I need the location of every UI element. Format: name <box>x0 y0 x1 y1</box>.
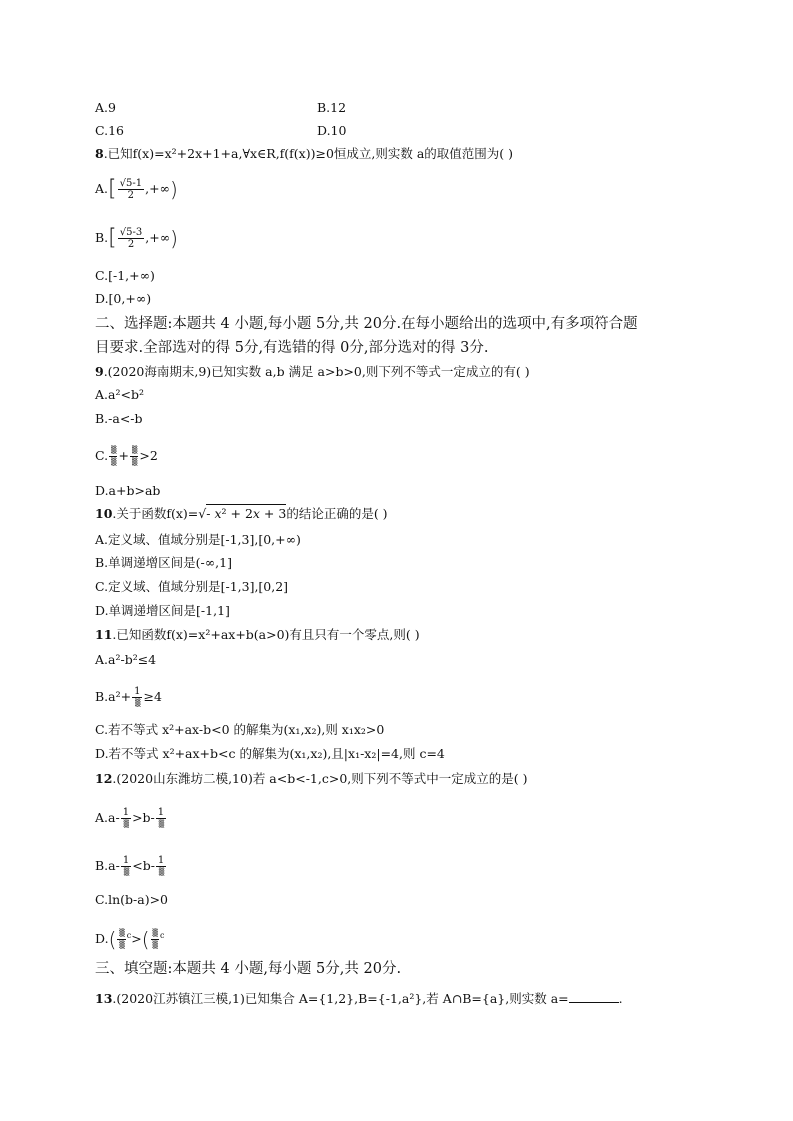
q12-b-fraction-2 <box>156 855 166 878</box>
sqrt-icon: √ <box>198 506 207 521</box>
left-bracket: [ <box>108 176 117 202</box>
q9-number: 9 <box>95 364 104 379</box>
q8-b-label: B. <box>95 230 109 245</box>
q7-option-b: B.12 <box>317 100 347 115</box>
q11-option-c: C.若不等式 x²+ax-b<0 的解集为(x₁,x₂),则 x₁x₂>0 <box>95 722 385 737</box>
fraction-placeholder-glyph: ▒ <box>123 820 129 828</box>
q8-stem <box>95 146 513 162</box>
q12-option-a <box>95 807 167 830</box>
q13-text: .(2020江苏镇江三模,1)已知集合 A={1,2},B={-1,a²},若 A∩B={a},则实数 a= <box>112 991 569 1006</box>
q10-option-a: A.定义域、值域分别是[-1,3],[0,+∞) <box>95 532 301 547</box>
q12-option-c: C.ln(b-a)>0 <box>95 892 168 907</box>
q11-b-tail: ≥4 <box>143 689 162 704</box>
q8-number: 8 <box>95 146 104 161</box>
q7-options-row2 <box>95 123 347 139</box>
q11-text: .已知函数f(x)=x²+ax+b(a>0)有且只有一个零点,则( ) <box>112 627 420 642</box>
left-bracket: [ <box>108 225 117 251</box>
q7-option-d: D.10 <box>317 123 347 138</box>
fraction-placeholder-glyph: $\frac{▒}{▒}$ <box>131 446 137 466</box>
q13-end: . <box>618 991 623 1006</box>
q12-a-fraction-2 <box>156 807 166 830</box>
q8-text: .已知f(x)=x²+2x+1+a,∀x∈R,f(f(x))≥0恒成立,则实数 a的取值范围为( ) <box>103 146 514 161</box>
q11-stem <box>95 627 420 643</box>
q8-a-fraction <box>118 178 144 201</box>
fraction-placeholder-glyph: $\frac{▒}{▒}$ <box>152 929 157 949</box>
q11-b-numerator: 1 <box>134 686 141 697</box>
q12-a-fraction-1 <box>121 807 131 830</box>
fraction-placeholder-glyph: ▒ <box>135 699 140 707</box>
left-paren: ( <box>108 927 117 952</box>
q11-b-label: B.a²+ <box>95 689 132 704</box>
q12-d-exp-2: c <box>159 931 165 940</box>
q12-option-d <box>95 928 164 951</box>
section2-heading-line1: 二、选择题:本题共 4 小题,每小题 5分,共 20分.在每小题给出的选项中,有多项符合题 <box>95 316 638 332</box>
q10-stem <box>95 506 388 522</box>
q8-a-tail: ,+∞ <box>145 181 170 196</box>
q7-option-a: A.9 <box>95 100 116 115</box>
q12-b-label: B.a- <box>95 858 120 873</box>
q8-b-numerator: √5-3 <box>119 227 143 238</box>
q12-d-exp-1: c <box>126 931 132 940</box>
q8-a-denominator: 2 <box>127 190 135 201</box>
fraction-placeholder-glyph: $\frac{▒}{▒}$ <box>111 446 116 466</box>
fraction-placeholder-glyph: ▒ <box>158 820 164 828</box>
q8-option-c: C.[-1,+∞) <box>95 268 155 283</box>
q13-number: 13 <box>95 991 113 1006</box>
section2-heading-line2: 目要求.全部选对的得 5分,有选错的得 0分,部分选对的得 3分. <box>95 340 489 356</box>
right-paren: ) <box>170 226 178 251</box>
fraction-placeholder-glyph: $\frac{▒}{▒}$ <box>119 929 124 949</box>
q8-b-tail: ,+∞ <box>145 230 171 245</box>
q9-option-c: C. $\frac{▒}{▒}$ + $\frac{▒}{▒}$ >2 <box>95 446 158 466</box>
q7-options-row1 <box>95 100 347 116</box>
q12-a-label: A.a- <box>95 810 120 825</box>
q12-d-gt: > <box>131 931 142 946</box>
q9-c-tail: >2 <box>139 448 158 463</box>
q8-option-b <box>95 227 178 250</box>
fraction-placeholder-glyph: ▒ <box>123 868 129 876</box>
q12-a-numerator-1: 1 <box>122 807 130 818</box>
q12-b-numerator-2: 1 <box>157 855 165 866</box>
q12-number: 12 <box>95 771 113 786</box>
q12-b-numerator-1: 1 <box>122 855 130 866</box>
q12-text: .(2020山东潍坊二模,10)若 a<b<-1,c>0,则下列不等式中一定成立的是( ) <box>112 771 528 786</box>
q9-option-b: B.-a<-b <box>95 411 143 426</box>
q12-b-fraction-1 <box>121 855 131 878</box>
q10-radicand: - 𝑥² + 2𝑥 + 3 <box>206 506 287 521</box>
q9-option-a: A.a²<b² <box>95 387 144 402</box>
q8-a-label: A. <box>95 181 109 196</box>
q12-a-numerator-2: 1 <box>157 807 165 818</box>
q12-b-mid: <b- <box>132 858 155 873</box>
q8-b-denominator: 2 <box>127 239 135 250</box>
q9-text: .(2020海南期末,9)已知实数 a,b 满足 a>b>0,则下列不等式一定成立的有( ) <box>103 364 530 379</box>
answer-blank[interactable] <box>569 990 619 1003</box>
q10-number: 10 <box>95 506 113 521</box>
q12-stem <box>95 771 527 787</box>
q8-option-d: D.[0,+∞) <box>95 291 152 306</box>
q11-option-a: A.a²-b²≤4 <box>95 652 157 667</box>
q13-stem <box>95 990 623 1007</box>
q8-b-fraction <box>118 227 144 250</box>
q11-option-d: D.若不等式 x²+ax+b<c 的解集为(x₁,x₂),且|x₁-x₂|=4,则 c=4 <box>95 746 445 761</box>
q10-pre: .关于函数f(x)= <box>112 506 199 521</box>
q7-option-c: C.16 <box>95 123 124 138</box>
q11-number: 11 <box>95 627 113 642</box>
q9-c-label: C. <box>95 448 109 463</box>
q10-post: 的结论正确的是( ) <box>286 506 388 521</box>
q9-option-d: D.a+b>ab <box>95 483 161 498</box>
section3-heading: 三、填空题:本题共 4 小题,每小题 5分,共 20分. <box>95 961 402 977</box>
q12-a-mid: >b- <box>132 810 155 825</box>
q8-a-numerator: √5-1 <box>119 178 143 189</box>
q8-option-a <box>95 178 178 201</box>
q10-option-c: C.定义域、值域分别是[-1,3],[0,2] <box>95 579 289 594</box>
q9-stem <box>95 364 530 380</box>
q12-d-label: D. <box>95 931 109 946</box>
q12-option-b <box>95 855 167 878</box>
fraction-placeholder-glyph: ▒ <box>158 868 164 876</box>
q10-option-b: B.单调递增区间是(-∞,1] <box>95 555 232 570</box>
right-paren: ) <box>169 177 178 202</box>
q10-option-d: D.单调递增区间是[-1,1] <box>95 603 230 618</box>
left-paren: ( <box>141 927 150 952</box>
q11-option-b <box>95 686 162 709</box>
q11-b-fraction <box>132 686 142 709</box>
